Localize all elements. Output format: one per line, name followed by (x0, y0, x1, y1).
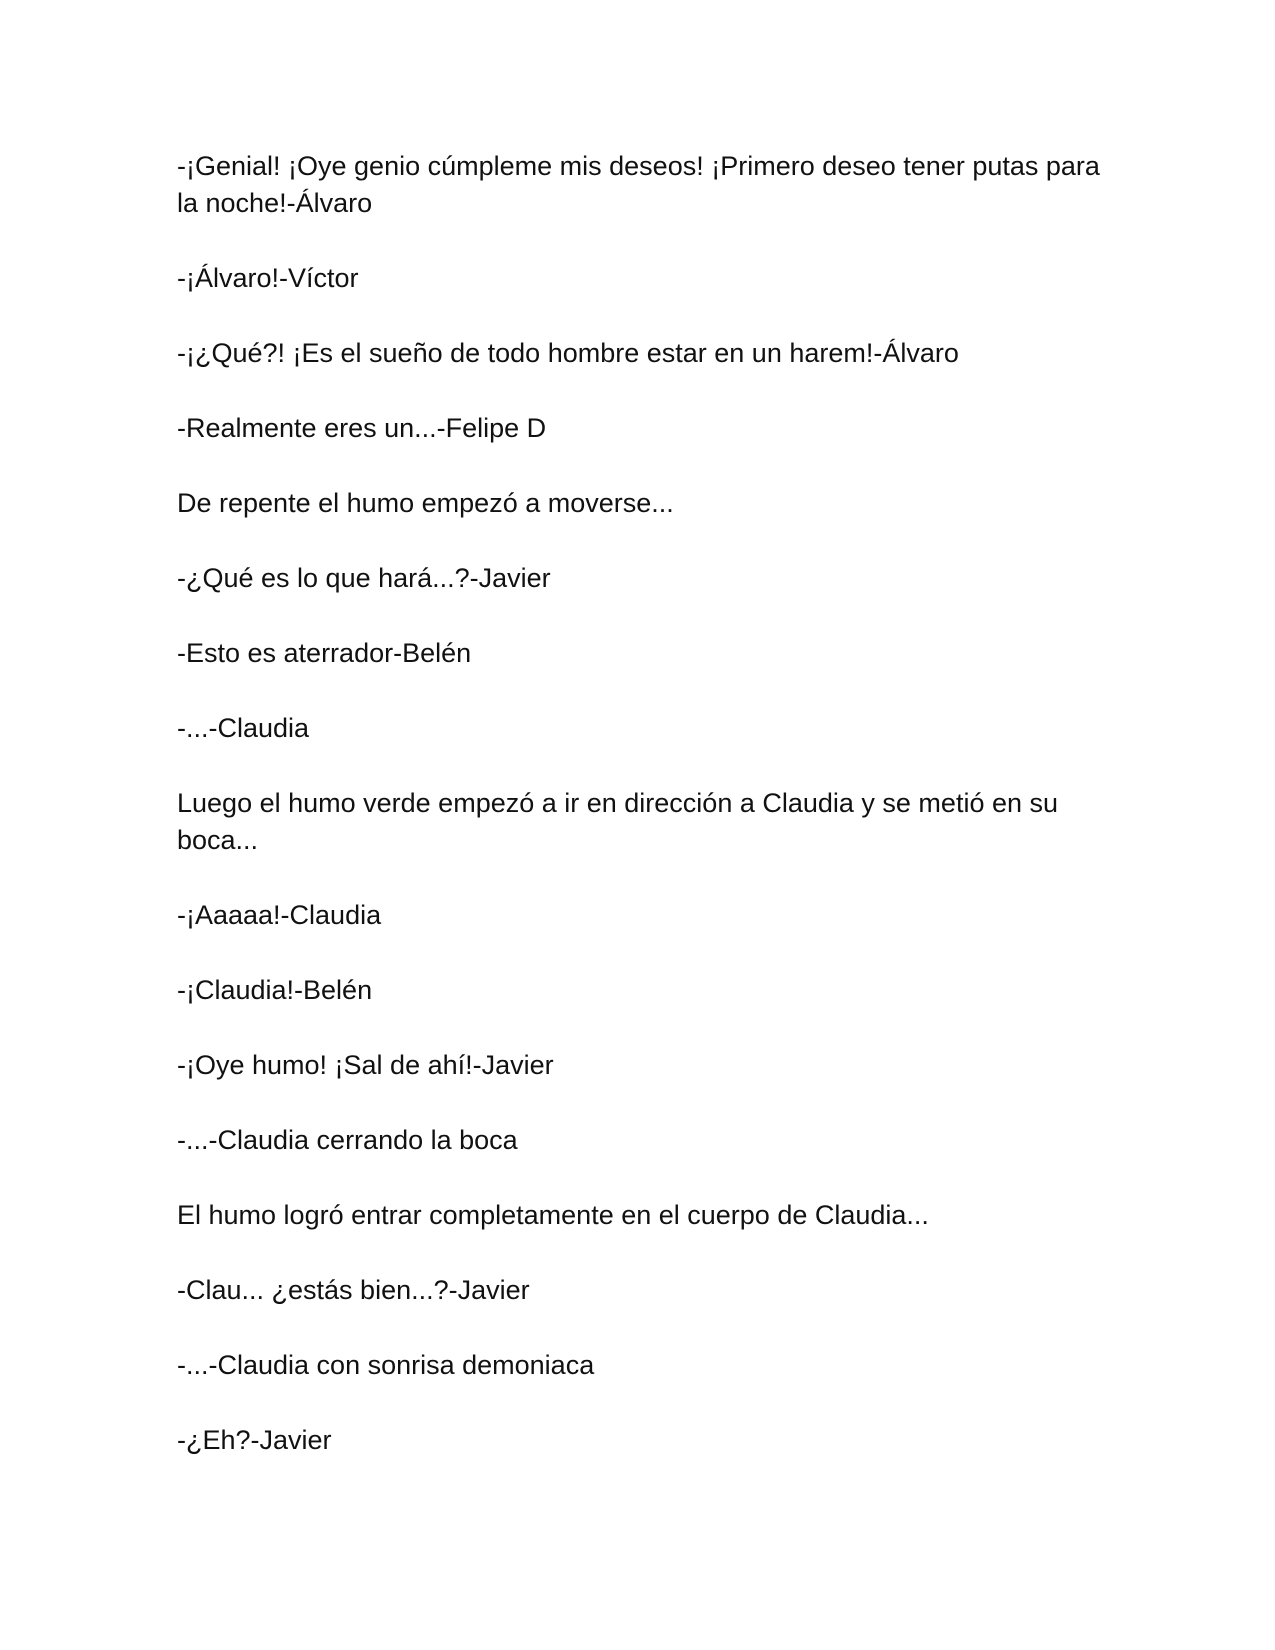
paragraph-claudia-scream: -¡Aaaaa!-Claudia (177, 900, 382, 930)
paragraph-narration-smoke-moves: De repente el humo empezó a moverse... (177, 488, 674, 518)
paragraph-narration-smoke-mouth: Luego el humo verde empezó a ir en dirección a Claudia y se metió en su boca... (177, 788, 1059, 855)
document-body (177, 148, 1107, 1459)
paragraph-javier-question: -¿Qué es lo que hará...?-Javier (177, 563, 551, 593)
paragraph-felipe: -Realmente eres un...-Felipe D (177, 413, 547, 443)
paragraph-belen-scared: -Esto es aterrador-Belén (177, 638, 472, 668)
paragraph-alvaro-harem: -¡¿Qué?! ¡Es el sueño de todo hombre estar en un harem!-Álvaro (177, 338, 959, 368)
paragraph-claudia-silent: -...-Claudia (177, 713, 310, 743)
paragraph-alvaro-wish: -¡Genial! ¡Oye genio cúmpleme mis deseos! ¡Primero deseo tener putas para la noche!-Álvaro (177, 151, 1100, 218)
paragraph-belen-claudia: -¡Claudia!-Belén (177, 975, 373, 1005)
paragraph-javier-smoke: -¡Oye humo! ¡Sal de ahí!-Javier (177, 1050, 554, 1080)
paragraph-javier-clau: -Clau... ¿estás bien...?-Javier (177, 1275, 530, 1305)
paragraph-victor: -¡Álvaro!-Víctor (177, 263, 359, 293)
paragraph-narration-smoke-entered: El humo logró entrar completamente en el cuerpo de Claudia... (177, 1200, 929, 1230)
paragraph-claudia-closing-mouth: -...-Claudia cerrando la boca (177, 1125, 518, 1155)
paragraph-claudia-smile: -...-Claudia con sonrisa demoniaca (177, 1350, 595, 1380)
paragraph-javier-eh: -¿Eh?-Javier (177, 1425, 332, 1455)
